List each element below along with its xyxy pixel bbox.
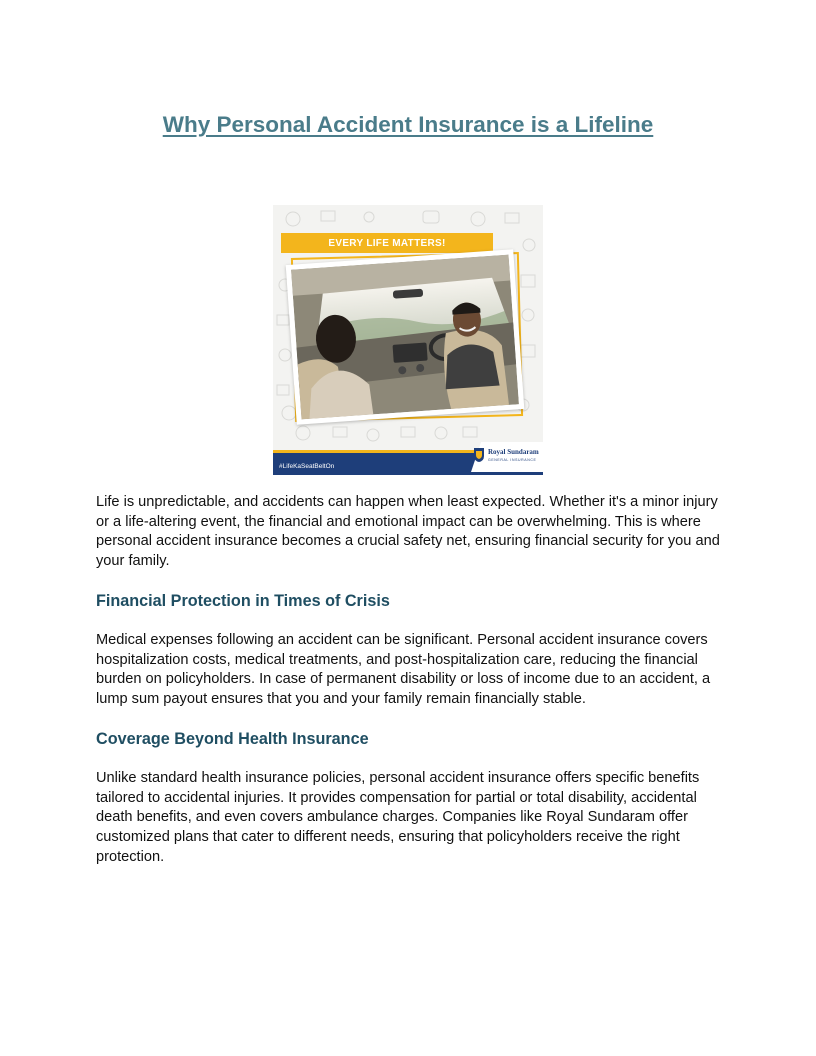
promo-photo: [286, 249, 525, 425]
intro-paragraph: Life is unpredictable, and accidents can happen when least expected. Whether it's a minor injury or a life-altering event, the financial and emotional impact can be overwhelming. This is where personal accident insurance becomes a crucial safety net, ensuring financial security for you and your family.: [96, 494, 720, 570]
promo-hashtag: #LifeKaSeatBeltOn: [279, 463, 335, 470]
brand-name: Royal Sundaram: [488, 448, 539, 456]
car-interior-illustration: [291, 255, 519, 420]
promo-image: [273, 205, 543, 475]
section-heading: Financial Protection in Times of Crisis: [96, 592, 390, 610]
royal-sundaram-logo-icon: [473, 447, 485, 463]
page-title: Why Personal Accident Insurance is a Lifeline: [162, 112, 654, 137]
section-paragraph: Unlike standard health insurance policies, personal accident insurance offers specific benefits tailored to accidental injuries. It provides compensation for partial or total disability, accidental death benefits, and even covers ambulance charges. Companies like Royal Sundaram offer customized plans that cater to different needs, ensuring that policyholders receive the right protection.: [96, 770, 700, 865]
promo-banner: EVERY LIFE MATTERS!: [281, 233, 493, 253]
brand-tagline: GENERAL INSURANCE: [488, 458, 537, 462]
section-paragraph: Medical expenses following an accident can be significant. Personal accident insurance covers hospitalization costs, medical treatments, and post-hospitalization care, reducing the financial burden on policyholders. In case of permanent disability or loss of income due to an accident, a lump sum payout ensures that you and your family remain financially stable.: [96, 632, 711, 708]
section-heading: Coverage Beyond Health Insurance: [96, 730, 369, 748]
